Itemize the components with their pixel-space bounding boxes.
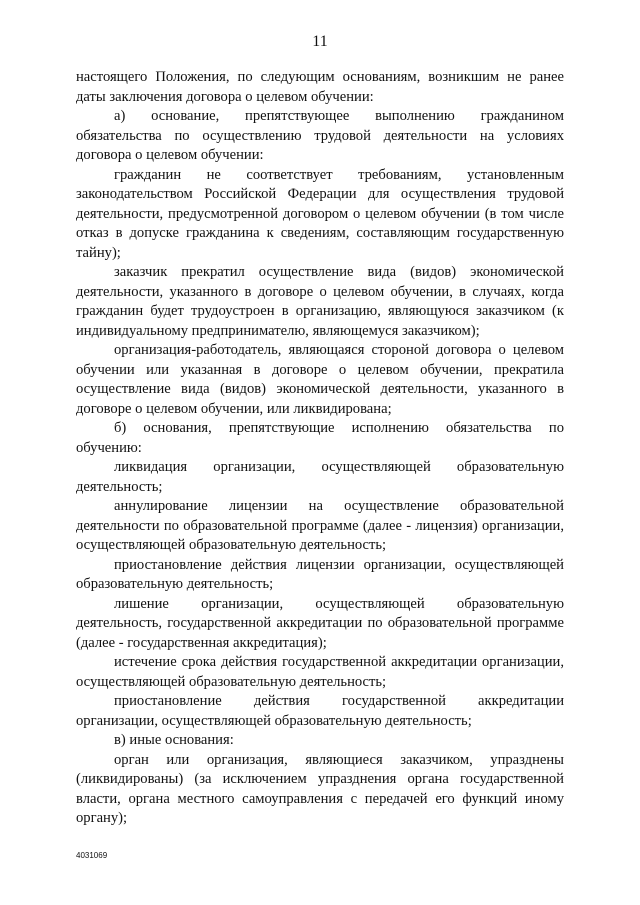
paragraph-a-2: заказчик прекратил осуществление вида (видов) экономической деятельности, указанного в договоре о целевом обучении, в случаях, когда гражданин будет трудоустроен в организацию, являющуюся заказчиком (к индивидуальному предпринимателю, являющемуся заказчиком); (76, 264, 564, 339)
paragraph-a-1: гражданин не соответствует требованиям, установленным законодательством Российской Федерации для осуществления трудовой деятельности, предусмотренной договором о целевом обучении (в том числе отказ в допуске гражданина к сведениям, составляющим государственную тайну); (76, 166, 564, 261)
paragraph-c-1: орган или организация, являющиеся заказчиком, упразднены (ликвидированы) (за исключением упразднения органа государственной власти, органа местного самоуправления с передачей его функций иному органу); (76, 751, 564, 826)
document-body (76, 68, 564, 829)
page-number: 11 (312, 33, 328, 50)
paragraph-a-3: организация-работодатель, являющаяся стороной договора о целевом обучении или указанная в договоре о целевом обучении, прекратила осуществление вида (видов) экономической деятельности, указанного в договоре о целевом обучении, или ликвидирована; (76, 342, 564, 417)
document-code: 4031069 (76, 851, 108, 860)
paragraph-b-2: аннулирование лицензии на осуществление образовательной деятельности по образовательной программе (далее - лицензия) организации, осуществляющей образовательную деятельность; (76, 498, 564, 553)
paragraph-c: в) иные основания: (114, 732, 234, 748)
paragraph-b-4: лишение организации, осуществляющей образовательную деятельность, государственной аккредитации по образовательной программе (далее - государственная аккредитация); (76, 595, 564, 651)
paragraph-b-6: приостановление действия государственной аккредитации организации, осуществляющей образовательную деятельность; (76, 693, 564, 729)
paragraph-a: а) основание, препятствующее выполнению гражданином обязательства по осуществлению трудовой деятельности на условиях договора о целевом обучении: (76, 108, 564, 163)
paragraph-b-3: приостановление действия лицензии организации, осуществляющей образовательную деятельность; (76, 556, 564, 592)
paragraph-b: б) основания, препятствующие исполнению обязательства по обучению: (76, 420, 564, 456)
paragraph-b-5: истечение срока действия государственной аккредитации организации, осуществляющей образовательную деятельность; (76, 654, 564, 690)
paragraph-intro: настоящего Положения, по следующим основаниям, возникшим не ранее даты заключения договора о целевом обучении: (76, 69, 564, 105)
paragraph-b-1: ликвидация организации, осуществляющей образовательную деятельность; (76, 459, 564, 495)
